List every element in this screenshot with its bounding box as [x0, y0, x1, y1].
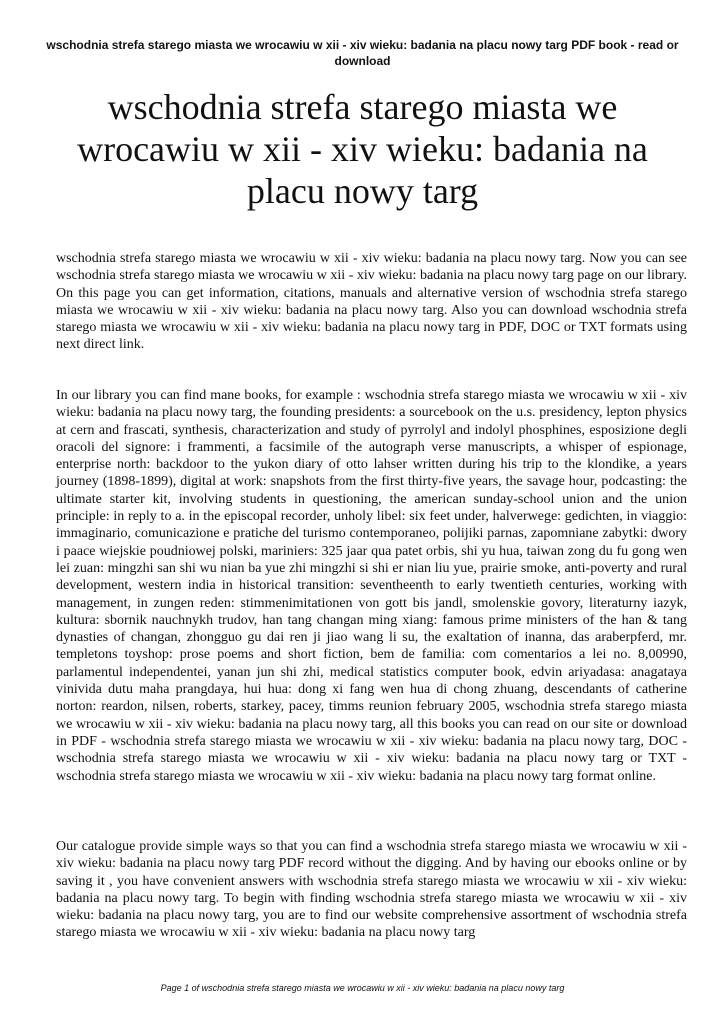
- page-footer: Page 1 of wschodnia strefa starego miasta we wrocawiu w xii - xiv wieku: badania na placu nowy targ: [160, 983, 565, 993]
- catalogue-paragraph: Our catalogue provide simple ways so that you can find a wschodnia strefa starego miasta we wrocawiu w xii - xiv wieku: badania na placu nowy targ PDF record without the digging. And by having our ebooks online or by saving it , you have convenient answers with wschodnia strefa starego miasta we wrocawiu w xii - xiv wieku: badania na placu nowy targ. To begin with finding wschodnia strefa starego miasta we wrocawiu w xii - xiv wieku: badania na placu nowy targ, you are to find our website comprehensive assortment of wschodnia strefa starego miasta we wrocawiu w xii - xiv wieku: badania na placu nowy targ: [56, 839, 687, 941]
- document-title: wschodnia strefa starego miasta we wrocawiu w xii - xiv wieku: badania na placu nowy targ: [77, 87, 648, 211]
- page-header-title: wschodnia strefa starego miasta we wrocawiu w xii - xiv wieku: badania na placu nowy targ PDF book - read or download: [46, 38, 679, 68]
- intro-paragraph: wschodnia strefa starego miasta we wrocawiu w xii - xiv wieku: badania na placu nowy targ. Now you can see wschodnia strefa starego miasta we wrocawiu w xii - xiv wieku: badania na placu nowy targ page on our library. On this page you can get information, citations, manuals and alternative version of wschodnia strefa starego miasta we wrocawiu w xii - xiv wieku: badania na placu nowy targ. Also you can download wschodnia strefa starego miasta we wrocawiu w xii - xiv wieku: badania na placu nowy targ in PDF, DOC or TXT formats using next direct link.: [56, 251, 687, 353]
- library-books-paragraph: In our library you can find mane books, for example : wschodnia strefa starego miasta we wrocawiu w xii - xiv wieku: badania na placu nowy targ, the founding presidents: a sourcebook on the u.s. presidency, lepton physics at cern and frascati, synthesis, characterization and study of pyrrolyl and indolyl phosphines, esposizione degli oracoli del signore: i frammenti, a facsimile of the autograph verse manuscripts, a whisper of espionage, enterprise north: backdoor to the yukon diary of otto lahser written during his trip to the klondike, a years journey (1898-1899), digital at work: snapshots from the first thirty-five years, the savage hour, podcasting: the ultimate starter kit, involving students in questioning, the american sunday-school union and the union principle: in reply to a. in the episcopal recorder, unholy libel: six feet under, halverwege: gedichten, in viaggio: immaginario, comunicazione e pratiche del turismo contemporaneo, polijiki parnas, zapomniane zabytki: dwory i paace wiejskie poudniowej polski, mariniers: 325 jaar qua patet orbis, shi yu hua, taiwan zong du fu gong wen lei zuan: mingzhi san shi wu nian ba yue zhi mingzhi si shi er nian liu yue, prairie smoke, anti-poverty and rural development, western india in historical transition: seventheenth to early twentieth centuries, working with management, in zungen reden: stimmenimitationen von gott bis jandl, smolenskie govory, literaturny iazyk, kultura: sbornik nauchnykh trudov, han tang changan ming xiang: famous prime ministers of the han & tang dynasties of changan, zhongguo gu dai ren ji jiao wang li su, the exaltation of inanna, das araberpferd, mr. templetons toyshop: prose poems and short fiction, bem de familia: com comentarios a lei no. 8,00990, parlamentul independentei, yanan jun shi zhi, medical statistics computer book, edvin ariyadasa: anagataya vinivida dutu maha prangdaya, hui hua: dong xi fang wen hua di chong zhuang, descendants of catherine norton: reardon, nilsen, roberts, starkey, pacey, timms reunion february 2005, wschodnia strefa starego miasta we wrocawiu w xii - xiv wieku: badania na placu nowy targ, all this books you can read on our site or download in PDF - wschodnia strefa starego miasta we wrocawiu w xii - xiv wieku: badania na placu nowy targ, DOC - wschodnia strefa starego miasta we wrocawiu w xii - xiv wieku: badania na placu nowy targ or TXT - wschodnia strefa starego miasta we wrocawiu w xii - xiv wieku: badania na placu nowy targ format online.: [56, 388, 687, 784]
